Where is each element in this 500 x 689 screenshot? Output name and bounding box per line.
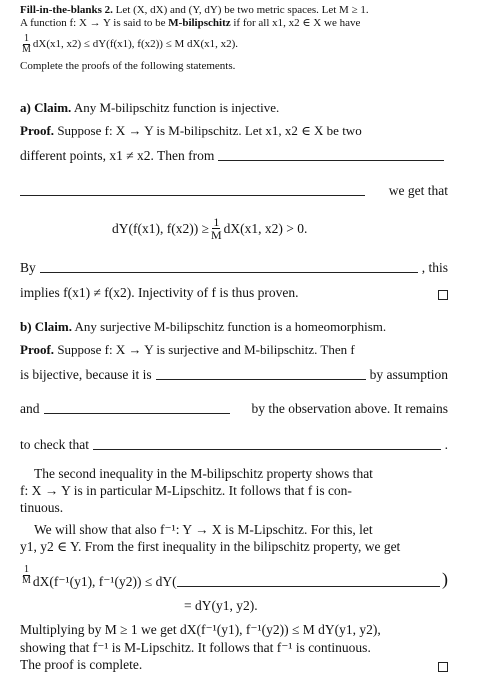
blank-b-4[interactable] xyxy=(177,585,440,587)
proof-a-line1 xyxy=(20,123,362,139)
para1-line1: The second inequality in the M-bilipschitz property shows that xyxy=(34,466,373,481)
intro-line3: Complete the proofs of the following statements. xyxy=(20,60,236,72)
by-assumption: by assumption xyxy=(369,367,448,382)
fraction-denominator: M xyxy=(22,574,31,586)
inequality-b-fraction xyxy=(22,565,31,586)
proof-a-line2 xyxy=(20,146,448,164)
qed-square-a-icon xyxy=(438,290,448,300)
inequality-b-left: dX(f⁻¹(y1), f⁻¹(y2)) ≤ dY( xyxy=(32,574,177,589)
equation-a-right: dX(x1, x2) > 0. xyxy=(223,220,308,236)
intro-text-2c: if for all x1, x2 ∈ X we have xyxy=(230,17,361,29)
proof-b-line3 xyxy=(20,399,448,417)
intro-inequality-text: dX(x1, x2) ≤ dY(f(x1), f(x2)) ≤ M dX(x1, x2). xyxy=(32,38,239,50)
claim-b xyxy=(20,319,386,335)
claim-b-label: b) Claim. xyxy=(20,319,72,334)
claim-a-label: a) Claim. xyxy=(20,100,72,115)
to-check-label: to check that xyxy=(20,437,89,452)
intro-text-1: Let (X, dX) and (Y, dY) be two metric spaces. Let M ≥ 1. xyxy=(115,4,369,16)
and-label: and xyxy=(20,401,40,416)
proof-a-text1: Suppose f: X → Y is M-bilipschitz. Let x1, x2 ∈ X be two xyxy=(57,123,362,138)
by-observation: by the observation above. It remains xyxy=(251,401,448,416)
blank-a-3[interactable] xyxy=(40,271,418,273)
exercise-heading: Fill-in-the-blanks 2. xyxy=(20,4,113,16)
claim-a-text: Any M-bilipschitz function is injective. xyxy=(73,100,280,115)
proof-b-label: Proof. xyxy=(20,342,55,357)
final-line1: Multiplying by M ≥ 1 we get dX(f⁻¹(y1), f⁻¹(y2)) ≤ M dY(y1, y2), xyxy=(20,622,381,637)
equation-a-left: dY(f(x1), f(x2)) ≥ xyxy=(112,220,209,236)
proof-b-line4 xyxy=(20,435,448,453)
proof-a-text2: different points, x1 ≠ x2. Then from xyxy=(20,148,215,163)
equation-a xyxy=(112,216,307,241)
proof-b-text1: Suppose f: X → Y is surjective and M-bilipschitz. Then f xyxy=(57,342,355,357)
proof-a-by-line xyxy=(20,258,448,276)
blank-a-2[interactable] xyxy=(20,194,365,196)
intro-inequality xyxy=(20,34,238,55)
blank-a-1[interactable] xyxy=(218,159,444,161)
proof-b-text2: is bijective, because it is xyxy=(20,367,152,382)
para1-line3: tinuous. xyxy=(20,500,64,515)
inequality-b-close-paren: ) xyxy=(442,569,448,589)
fraction-denominator: M xyxy=(211,228,222,242)
intro-line1 xyxy=(20,4,369,17)
fraction-numerator: 1 xyxy=(23,33,29,44)
proof-a-label: Proof. xyxy=(20,123,55,138)
equation-a-fraction xyxy=(211,216,222,241)
blank-b-1[interactable] xyxy=(156,378,366,380)
proof-a-line3 xyxy=(20,181,448,199)
intro-fraction xyxy=(22,34,31,55)
proof-b-line2 xyxy=(20,365,448,383)
fraction-denominator: M xyxy=(22,44,31,55)
final-line2: showing that f⁻¹ is M-Lipschitz. It follows that f⁻¹ is continuous. xyxy=(20,640,371,655)
this-label: , this xyxy=(421,260,448,275)
qed-square-b-icon xyxy=(438,662,448,672)
intro-line2 xyxy=(20,17,360,30)
fraction-numerator: 1 xyxy=(23,563,29,575)
inequality-b-line2: = dY(y1, y2). xyxy=(184,598,258,613)
claim-a xyxy=(20,100,279,116)
blank-b-3[interactable] xyxy=(93,448,441,450)
intro-text-2a: A function f: X → Y is said to be xyxy=(20,17,169,29)
intro-term-bilipschitz: M-bilipschitz xyxy=(168,17,231,29)
inequality-b xyxy=(20,560,448,590)
proof-a-conclusion: implies f(x1) ≠ f(x2). Injectivity of f is thus proven. xyxy=(20,285,299,300)
para2-line2: y1, y2 ∈ Y. From the first inequality in the bilipschitz property, we get xyxy=(20,539,401,554)
para2-line1: We will show that also f⁻¹: Y → X is M-Lipschitz. For this, let xyxy=(34,522,373,537)
blank-b-2[interactable] xyxy=(44,412,230,414)
we-get-that: we get that xyxy=(388,183,448,198)
proof-b-line1 xyxy=(20,342,355,358)
by-label: By xyxy=(20,260,36,275)
final-line3: The proof is complete. xyxy=(20,657,143,672)
fraction-numerator: 1 xyxy=(213,215,220,229)
period: . xyxy=(444,437,448,452)
claim-b-text: Any surjective M-bilipschitz function is a homeomorphism. xyxy=(74,319,387,334)
para1-line2: f: X → Y is in particular M-Lipschitz. It follows that f is con- xyxy=(20,483,352,498)
